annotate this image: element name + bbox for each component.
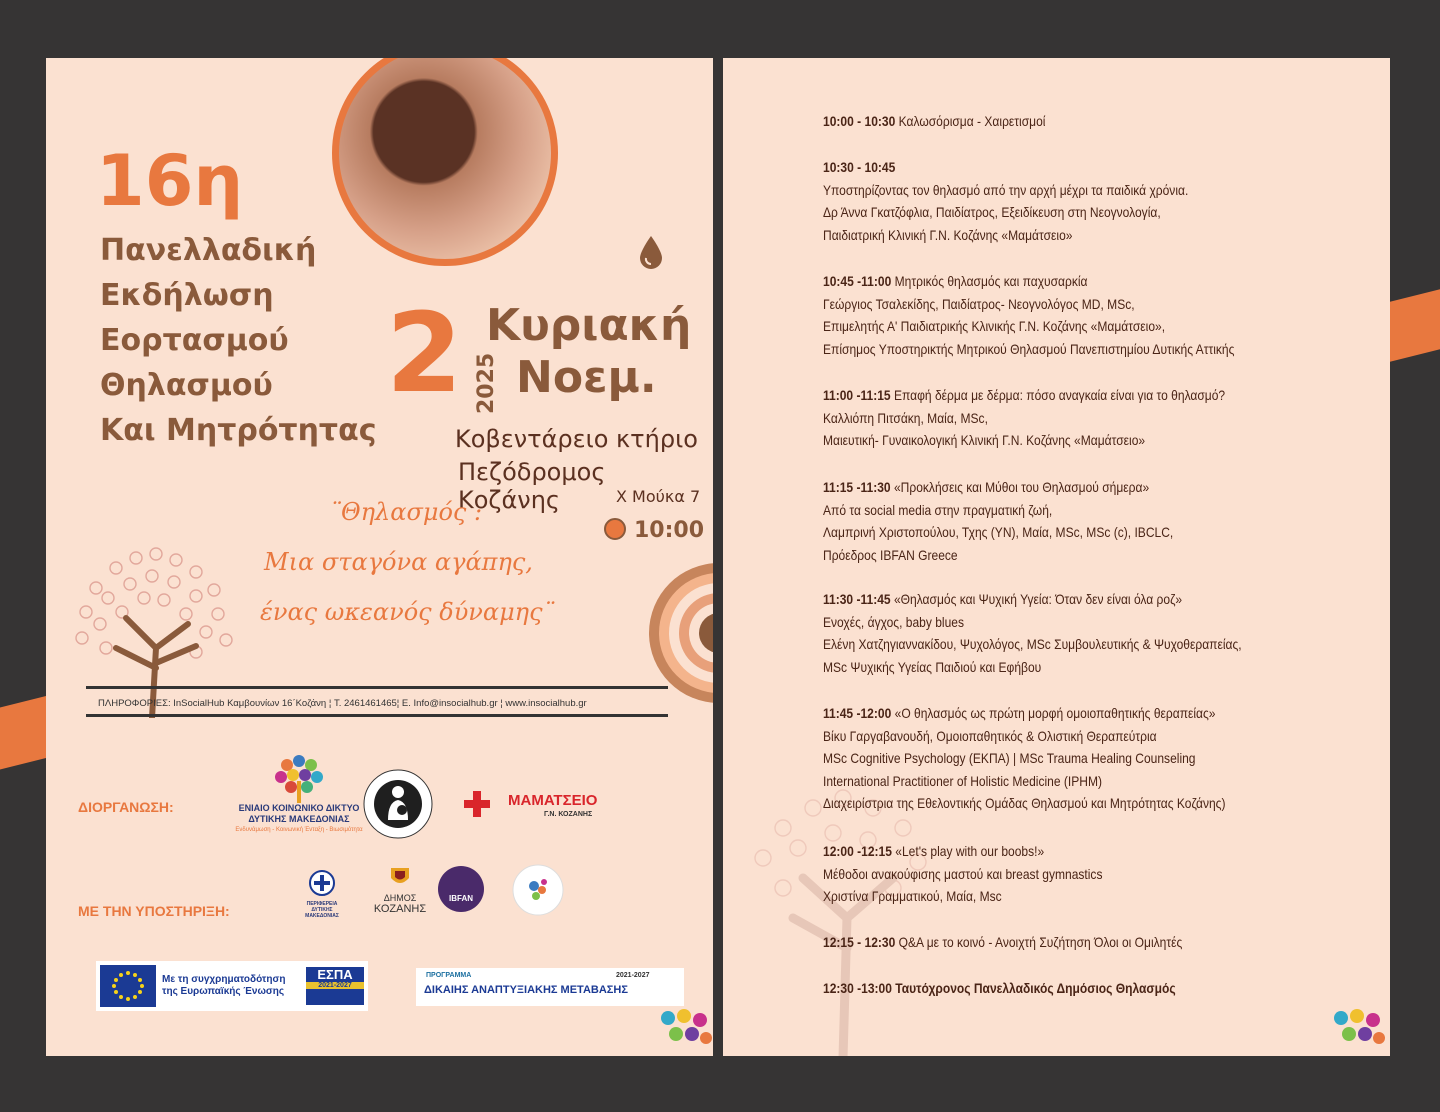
program-item-detail xyxy=(823,747,1225,770)
program-item-detail xyxy=(823,315,1234,338)
program-text: «Προκλήσεις και Μύθοι του Θηλασμού σήμερα» xyxy=(893,479,1150,495)
program-time: 11:30 -11:45 xyxy=(823,591,891,607)
program-text: Γεώργιος Τσαλεκίδης, Παιδίατρος- Νεογνολόγος MD, MSc, xyxy=(823,295,1135,312)
title-line: Πανελλαδική xyxy=(100,233,317,268)
program-item xyxy=(823,840,1102,908)
program-time: 12:30 -13:00 xyxy=(823,980,892,996)
slogan-line3: ένας ωκεανός δύναμης¨ xyxy=(260,598,555,626)
venue-address: Χ Μούκα 7 xyxy=(616,487,701,506)
ibfan-logo: IBFAN xyxy=(438,866,484,912)
program-item-detail xyxy=(823,499,1173,522)
hospital-name: ΜΑΜΑΤΣΕΙΟ xyxy=(508,792,598,809)
program-item-first-line xyxy=(823,977,1176,1000)
venue-street: Πεζόδρομος Κοζάνης xyxy=(458,458,606,514)
eu-funding-line1: Με τη συγχρηματοδότηση xyxy=(162,974,286,985)
clock-icon xyxy=(604,518,626,540)
contact-info: ΠΛΗΡΟΦΟΡΙΕΣ: InSocialHub Καμβουνίων 16΄Κοζάνη ¦ T. 2461461465¦ E. Info@insocialhub.gr ¦ www.insocialhub.gr xyxy=(98,698,587,709)
program-text: Υποστηρίζοντας τον θηλασμό από την αρχή μέχρι τα παιδικά χρόνια. xyxy=(823,181,1189,198)
date-year: 2025 xyxy=(474,352,499,414)
supporters-label: ΜΕ ΤΗΝ ΥΠΟΣΤΗΡΙΞΗ: xyxy=(78,903,230,919)
program-text: «Θηλασμός και Ψυχική Υγεία: Όταν δεν είναι όλα ροζ» xyxy=(893,591,1183,607)
municipality-logo xyxy=(370,866,430,915)
eu-funding-text xyxy=(162,974,285,998)
eu-funding-line2: της Ευρωπαϊκής Ένωσης xyxy=(162,986,285,997)
espa-years: 2021-2027 xyxy=(306,982,364,989)
hospital-cross-icon xyxy=(464,791,490,817)
region-emblem-icon xyxy=(309,870,335,896)
program-text: Παιδιατρική Κλινική Γ.Ν. Κοζάνης «Μαμάτσειο» xyxy=(823,226,1073,243)
program-time: 10:00 - 10:30 xyxy=(823,113,896,129)
program-item-first-line xyxy=(823,270,1234,293)
program-text: Μαιευτική- Γυναικολογική Κλινική Γ.Ν. Κοζάνης «Μαμάτσειο» xyxy=(823,432,1146,448)
date-weekday: Κυριακή xyxy=(486,300,692,351)
municipality-line2: ΚΟΖΑΝΗΣ xyxy=(373,903,427,915)
program-item-detail xyxy=(823,521,1173,544)
program-text: Καλωσόρισμα - Χαιρετισμοί xyxy=(898,113,1046,129)
program-item xyxy=(823,384,1225,452)
espa-label: ΕΣΠΑ xyxy=(317,967,353,982)
program-item-detail xyxy=(823,429,1225,452)
date-day-number: 2 xyxy=(386,289,463,417)
program-time: 11:00 -11:15 xyxy=(823,387,891,403)
program-text: Διαχειρίστρια της Εθελοντικής Ομάδας Θηλασμού και Μητρότητας Κοζάνης) xyxy=(823,795,1226,811)
program-item xyxy=(823,977,1176,1000)
jtf-programme-badge xyxy=(416,968,684,1006)
espa-logo xyxy=(306,967,364,1005)
program-item-detail xyxy=(823,656,1242,679)
program-text: Επίσημος Υποστηρικτής Μητρικού Θηλασμού Πανεπιστημίου Δυτικής Αττικής xyxy=(823,340,1235,357)
date-month: Νοεμ. xyxy=(516,352,657,403)
program-item-detail xyxy=(823,407,1225,430)
municipality-emblem-icon xyxy=(389,866,411,888)
program-time: 11:15 -11:30 xyxy=(823,479,891,495)
jtf-label: ΠΡΟΓΡΑΜΜΑ xyxy=(426,972,472,979)
title-line: Και Μητρότητας xyxy=(100,413,377,448)
program-text: Επιμελητής Α' Παιδιατρικής Κλινικής Γ.Ν. Κοζάνης «Μαμάτσειο», xyxy=(823,318,1166,334)
org1-name-line2: ΔΥΤΙΚΗΣ ΜΑΚΕΔΟΝΙΑΣ xyxy=(248,814,350,824)
program-item-first-line xyxy=(823,384,1225,407)
program-item-first-line xyxy=(823,156,1188,179)
org1-name-line1: ΕΝΙΑΙΟ ΚΟΙΝΩΝΙΚΟ ΔΙΚΤΥΟ xyxy=(238,803,360,813)
event-title xyxy=(100,228,376,453)
program-text: Ελένη Χατζηγιαννακίδου, Ψυχολόγος, MSc Συμβουλευτικής & Ψυχοθεραπείας, xyxy=(823,636,1242,652)
org1-tagline: Ενδυνάμωση - Κοινωνική Ένταξη - Βιωσιμότητα xyxy=(235,827,363,833)
program-item xyxy=(823,702,1225,815)
tree-illustration xyxy=(56,528,256,718)
program-item-first-line xyxy=(823,110,1045,133)
hexagon-cluster-decoration xyxy=(1329,1008,1387,1052)
slogan-line2: Μια σταγόνα αγάπης, xyxy=(264,548,533,576)
program-item-detail xyxy=(823,633,1242,656)
municipality-line1: ΔΗΜΟΣ xyxy=(383,893,417,903)
partner-circle-logo xyxy=(512,864,564,916)
region-logo xyxy=(296,870,348,919)
program-item-first-line xyxy=(823,931,1182,954)
program-item-detail xyxy=(823,863,1102,886)
program-item xyxy=(823,156,1188,246)
program-text: Δρ Άννα Γκατζόφλια, Παιδίατρος, Εξειδίκευση στη Νεογνολογία, xyxy=(823,204,1161,220)
event-time xyxy=(604,518,704,543)
program-text: International Practitioner of Holistic Medicine (IPHM) xyxy=(823,772,1103,789)
title-line: Θηλασμού xyxy=(100,368,273,403)
program-text: Λαμπρινή Χριστοπούλου, Τχης (ΥΝ), Μαία, MSc, MSc (c), IBCLC, xyxy=(823,524,1174,540)
poster-panel xyxy=(46,58,713,1056)
info-divider-bottom xyxy=(86,714,668,717)
region-name: ΠΕΡΙΦΕΡΕΙΑ ΔΥΤΙΚΗΣ ΜΑΚΕΔΟΝΙΑΣ xyxy=(305,901,339,919)
title-line: Εκδήλωση xyxy=(100,278,274,313)
program-item xyxy=(823,588,1242,678)
program-time: 12:15 - 12:30 xyxy=(823,934,896,950)
program-item-detail xyxy=(823,792,1225,815)
program-item-detail xyxy=(823,611,1242,634)
program-item-first-line xyxy=(823,702,1225,725)
program-item-detail xyxy=(823,885,1102,908)
breastfeeding-association-logo xyxy=(362,768,434,840)
program-text: MSc Ψυχικής Υγείας Παιδιού και Εφήβου xyxy=(823,658,1042,675)
jtf-years: 2021-2027 xyxy=(616,972,650,979)
event-edition: 16η xyxy=(96,140,244,222)
title-line: Εορτασμού xyxy=(100,323,289,358)
program-item xyxy=(823,476,1173,566)
program-time: 11:45 -12:00 xyxy=(823,705,892,721)
program-item-detail xyxy=(823,293,1234,316)
program-text: Από τα social media στην πραγματική ζωή, xyxy=(823,501,1053,518)
hospital-subtitle: Γ.Ν. ΚΟΖΑΝΗΣ xyxy=(544,811,593,818)
program-text: Βίκυ Γαργαβανουδή, Ομοιοπαθητικός & Ολιστική Θεραπεύτρια xyxy=(823,727,1157,744)
program-text: Χριστίνα Γραμματικού, Μαία, Msc xyxy=(823,888,1002,904)
program-item-detail xyxy=(823,544,1173,567)
program-time: 10:45 -11:00 xyxy=(823,273,892,289)
slogan-line1: ¨Θηλασμός : xyxy=(329,498,483,526)
program-text: Ενοχές, άγχος, baby blues xyxy=(823,613,965,630)
program-item-first-line xyxy=(823,588,1242,611)
program-text: Q&A με το κοινό - Ανοιχτή Συζήτηση Όλοι οι Ομιλητές xyxy=(898,934,1183,950)
venue-building: Κοβεντάρειο κτήριο xyxy=(455,425,698,453)
program-item-first-line xyxy=(823,840,1102,863)
drop-icon xyxy=(640,236,662,270)
program-text: Πρόεδρος IBFAN Greece xyxy=(823,546,958,563)
eu-flag-icon xyxy=(100,965,156,1007)
program-item-detail xyxy=(823,224,1188,247)
program-panel xyxy=(723,58,1390,1056)
program-text: Ταυτόχρονος Πανελλαδικός Δημόσιος Θηλασμός xyxy=(895,980,1176,996)
program-text: Μέθοδοι ανακούφισης μαστού και breast gymnastics xyxy=(823,865,1103,882)
program-item-detail xyxy=(823,201,1188,224)
program-text: MSc Cognitive Psychology (ΕΚΠΑ) | MSc Trauma Healing Counseling xyxy=(823,750,1196,766)
event-time-value: 10:00 xyxy=(634,518,705,543)
program-item-detail xyxy=(823,179,1188,202)
program-text: Μητρικός θηλασμός και παχυσαρκία xyxy=(894,273,1088,289)
hexagon-tree-icon xyxy=(269,755,329,803)
program-text: «Ο θηλασμός ως πρώτη μορφή ομοιοπαθητικής θεραπείας» xyxy=(894,705,1216,721)
hexagon-cluster-decoration xyxy=(656,1008,713,1052)
jtf-title: ΔΙΚΑΙΗΣ ΑΝΑΠΤΥΞΙΑΚΗΣ ΜΕΤΑΒΑΣΗΣ xyxy=(424,984,628,996)
program-text: Καλλιόπη Πιτσάκη, Μαία, MSc, xyxy=(823,409,988,426)
program-item xyxy=(823,931,1182,954)
social-network-logo xyxy=(214,755,384,836)
program-time: 12:00 -12:15 xyxy=(823,843,892,859)
eu-funding-badge xyxy=(96,961,368,1011)
program-item xyxy=(823,110,1045,133)
info-divider-top xyxy=(86,686,668,689)
program-time: 10:30 - 10:45 xyxy=(823,159,896,175)
program-item-detail xyxy=(823,338,1234,361)
organizers-label: ΔΙΟΡΓΑΝΩΣΗ: xyxy=(78,799,174,815)
program-text: Επαφή δέρμα με δέρμα: πόσο αναγκαία είναι για το θηλασμό? xyxy=(893,387,1226,403)
program-item-detail xyxy=(823,725,1225,748)
program-text: «Let's play with our boobs!» xyxy=(895,843,1045,859)
program-item xyxy=(823,270,1234,360)
program-item-first-line xyxy=(823,476,1173,499)
program-item-detail xyxy=(823,770,1225,793)
